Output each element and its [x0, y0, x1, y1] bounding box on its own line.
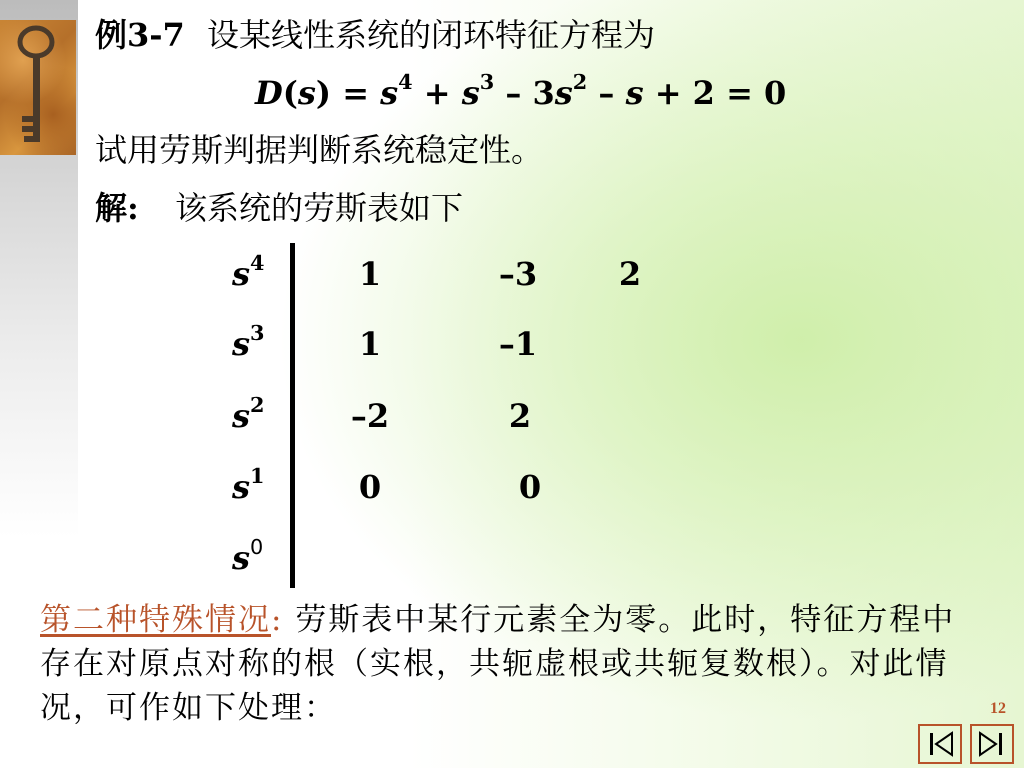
routh-row-label: $s^0$ — [232, 535, 264, 577]
next-page-button[interactable] — [970, 724, 1014, 764]
routh-row-label: $s^3$ — [232, 320, 265, 363]
prev-page-icon — [924, 730, 956, 758]
eq-exp: 2 — [572, 69, 588, 95]
example-label: 例3-7 — [95, 16, 185, 54]
page-number: 12 — [990, 700, 1006, 717]
routh-cell: –1 — [498, 325, 538, 363]
routh-cell: –2 — [350, 397, 390, 435]
special-case-paragraph — [40, 598, 970, 730]
characteristic-equation: $D(s) = s^4 + s^3 - 3s^2 - s + 2 = 0$ — [255, 69, 787, 112]
eq-term: s — [625, 74, 644, 112]
routh-table-divider — [290, 243, 295, 588]
routh-cell: 1 — [358, 255, 382, 293]
prev-page-button[interactable] — [918, 724, 962, 764]
solution-line — [95, 188, 463, 228]
eq-exp: 4 — [398, 69, 413, 95]
routh-row-label: $s^4$ — [232, 250, 265, 293]
eq-D: D — [255, 74, 283, 112]
special-case-colon: : — [271, 602, 284, 638]
example-text: 设某线性系统的闭环特征方程为 — [207, 16, 656, 54]
example-heading — [95, 15, 655, 55]
routh-row-label: $s^1$ — [232, 463, 265, 506]
eq-term: s — [380, 74, 399, 112]
special-case-title: 第二种特殊情况 — [40, 602, 271, 638]
antique-key-image — [0, 20, 76, 155]
special-case-text: 劳斯表中某行元素全为零。此时，特征方程中存在对原点对称的根（实根，共轭虚根或共轭复数根）。对此情况，可作如下处理： — [40, 602, 956, 726]
eq-op: + — [412, 74, 462, 112]
routh-cell: –3 — [498, 255, 538, 293]
solution-label: 解: — [95, 189, 139, 227]
eq-term: s — [461, 74, 480, 112]
eq-exp: 3 — [479, 69, 495, 95]
eq-op: + 2 = 0 — [643, 74, 787, 112]
solution-text: 该系统的劳斯表如下 — [175, 189, 464, 227]
routh-cell: 1 — [358, 325, 382, 363]
question-text: 试用劳斯判据判断系统稳定性。 — [95, 131, 544, 169]
eq-term: s — [554, 74, 573, 112]
routh-cell: 2 — [508, 397, 532, 435]
routh-cell: 2 — [618, 255, 642, 293]
routh-cell: 0 — [358, 468, 382, 506]
eq-s: s — [297, 74, 316, 112]
eq-op: – 3 — [494, 74, 555, 112]
routh-cell: 0 — [518, 468, 542, 506]
eq-op: – — [587, 74, 626, 112]
next-page-icon — [976, 730, 1008, 758]
routh-row-label: $s^2$ — [232, 392, 265, 435]
